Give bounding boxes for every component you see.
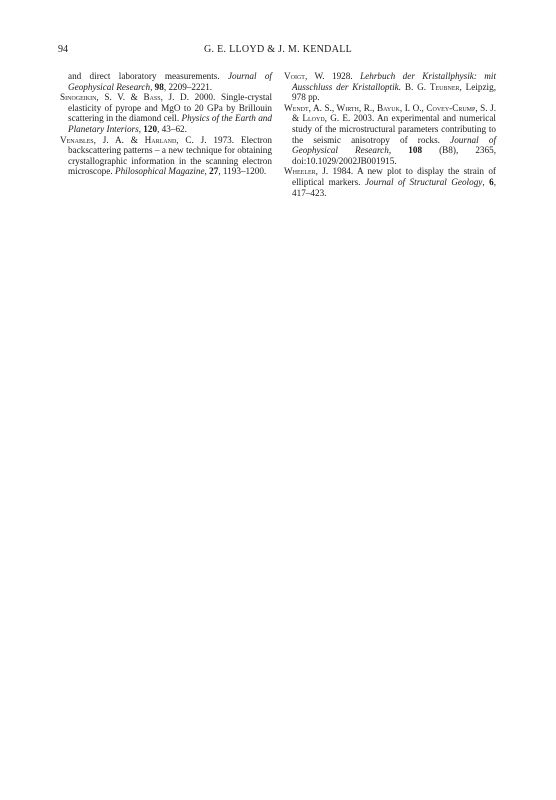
reference-pages: (B8), 2365, doi:10.1029/2002JB001915. <box>292 145 497 166</box>
reference-authors: Venables, J. A. & Harland, C. J. <box>60 134 207 145</box>
reference-entry <box>284 71 496 103</box>
reference-publisher: Teubner <box>429 81 460 92</box>
reference-text: and direct laboratory measurements. <box>68 71 220 81</box>
reference-journal: Journal of Geophysical Research <box>68 71 272 92</box>
reference-volume: 98 <box>154 81 164 92</box>
reference-pages: , 1193–1200. <box>218 166 267 177</box>
reference-entry: Wheeler, J. 1984. A new plot to display the strain of elliptical markers. Journal of Structural Geology, 6, 417–423. <box>284 166 497 198</box>
running-head: G. E. LLOYD & J. M. KENDALL <box>203 44 353 55</box>
reference-entry: Sinogeikin, S. V. & Bass, J. D. 2000. Single-crystal elasticity of pyrope and MgO to 20 GPa by Brillouin scattering in the diamond cell. Physics of the Earth and Planetary Interiors, 120, 43–62. <box>60 92 272 134</box>
reference-volume: 108 <box>408 145 423 156</box>
reference-text: 1928. <box>324 71 353 81</box>
reference-text: 2003. An experimental and numerical study of the microstructural parameters contributing to the seismic anisotropy of rocks. <box>292 113 496 145</box>
reference-pages: , 43–62. <box>157 123 187 134</box>
reference-volume: 27 <box>209 166 219 177</box>
reference-journal: Philosophical Magazine <box>114 166 205 177</box>
reference-pages: , 2209–2221. <box>163 81 213 92</box>
references-column-left <box>60 71 272 177</box>
reference-text: 1973. Electron backscattering patterns – a new technique for obtaining crystallographic information in the scanning electron microscope. <box>68 134 273 177</box>
reference-journal: Physics of the Earth and Planetary Interiors <box>68 113 272 134</box>
reference-authors: Wheeler, J. <box>284 166 329 177</box>
reference-journal: Journal of Structural Geology <box>364 176 483 187</box>
reference-entry: Wendt, A. S., Wirth, R., Bayuk, I. O., Covey-Crump, S. J. & Lloyd, G. E. 2003. An experimental and numerical study of the microstructural parameters contributing to the seismic anisotropy of rocks. Journal of Geophysical Research, 108 (B8), 2365, doi:10.1029/2002JB001915. <box>284 102 497 166</box>
reference-text: 1984. A new plot to display the strain of elliptical markers. <box>292 166 496 187</box>
reference-volume: 120 <box>143 123 158 134</box>
reference-authors: Sinogeikin, S. V. & Bass, J. D. <box>60 92 189 103</box>
reference-authors: Wendt, A. S., Wirth, R., Bayuk, I. O., Covey-Crump, S. J. & Lloyd, G. E. <box>284 102 496 124</box>
reference-text: 2000. Single-crystal elasticity of pyrope and MgO to 20 GPa by Brillouin scattering in the diamond cell. <box>68 92 272 124</box>
page-number: 94 <box>58 44 68 55</box>
reference-journal: Journal of Geophysical Research <box>292 134 496 156</box>
reference-pages: , 417–423. <box>292 176 497 198</box>
reference-tail: , Leipzig, 978 pp. <box>292 81 496 103</box>
reference-authors: Voigt, W. <box>284 71 325 81</box>
reference-entry: Venables, J. A. & Harland, C. J. 1973. Electron backscattering patterns – a new technique for obtaining crystallographic information in the scanning electron microscope. Philosophical Magazine, 27, 1193–1200. <box>60 134 273 177</box>
reference-volume: 6 <box>489 176 494 187</box>
references-column-right <box>284 71 496 198</box>
reference-entry: and direct laboratory measurements. Journal of Geophysical Research, 98, 2209–2221. <box>68 71 272 92</box>
reference-text-after: B. G. <box>401 81 430 92</box>
reference-journal: Lehrbuch der Kristallphysik: mit Ausschluss der Kristalloptik. <box>292 71 497 92</box>
